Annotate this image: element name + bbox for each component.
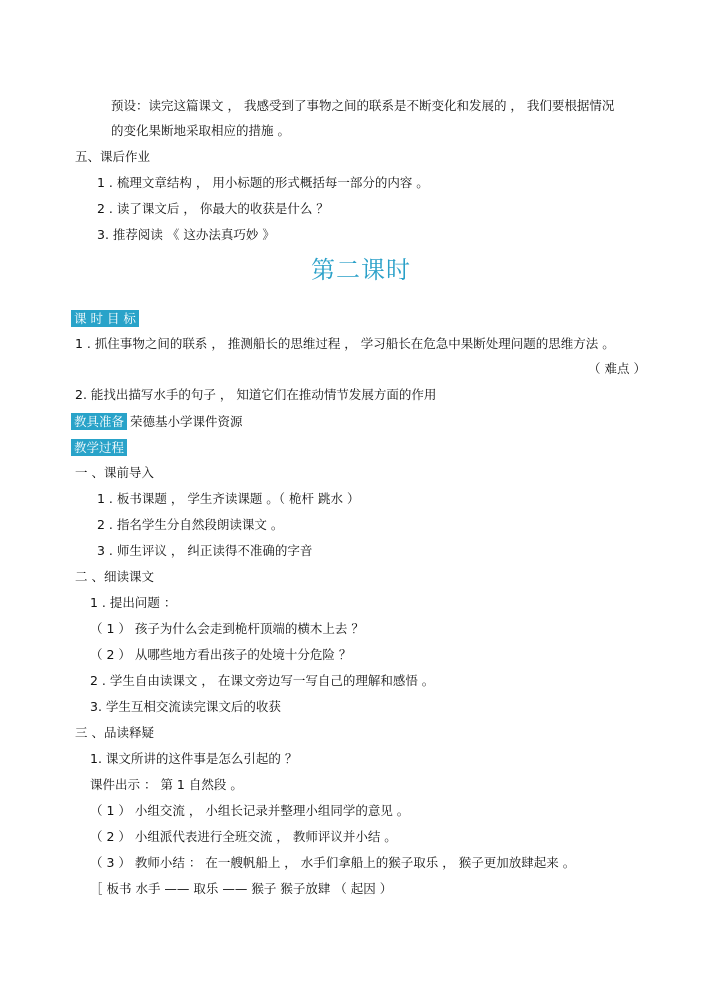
goals-heading-row bbox=[71, 310, 142, 326]
preset-line-1: 预设：读完这篇课文 ， 我感受到了事物之间的联系是不断变化和发展的 ， 我们要根据情况 bbox=[111, 98, 615, 113]
reading-item-3: 3. 学生互相交流读完课文后的收获 bbox=[90, 699, 281, 714]
savor-step-3: （ 3 ） 教师小结 ： 在一艘帆船上 ， 水手们拿船上的猴子取乐 ， 猴子更加放肆起来 。 bbox=[90, 855, 576, 870]
savor-step-1: （ 1 ） 小组交流 ， 小组长记录并整理小组同学的意见 。 bbox=[90, 803, 410, 818]
reading-question-2: （ 2 ） 从哪些地方看出孩子的处境十分危险 ？ bbox=[90, 647, 352, 662]
intro-item-2: 2 . 指名学生分自然段朗读课文 。 bbox=[97, 517, 284, 532]
goal-2: 2. 能找出描写水手的句子 ， 知道它们在推动情节发展方面的作用 bbox=[75, 387, 437, 402]
reading-question-1: （ 1 ） 孩子为什么会走到桅杆顶端的横木上去 ？ bbox=[90, 621, 364, 636]
process-heading-row bbox=[71, 439, 130, 455]
goals-tag: 课 时 目 标 bbox=[71, 310, 139, 327]
homework-item-2: 2 . 读了课文后 ， 你最大的收获是什么 ？ bbox=[97, 201, 329, 216]
blackboard-note: ［ 板书 水手 —— 取乐 —— 猴子 猴子放肆 （ 起因 ） bbox=[90, 881, 393, 896]
tools-tag: 教具准备 bbox=[71, 413, 127, 430]
homework-item-3: 3. 推荐阅读 《 这办法真巧妙 》 bbox=[97, 227, 275, 242]
intro-item-3: 3 . 师生评议 ， 纠正读得不准确的字音 bbox=[97, 543, 313, 558]
heading-intro: 一 、课前导入 bbox=[75, 465, 154, 480]
reading-item-1: 1 . 提出问题 ： bbox=[90, 595, 177, 610]
reading-item-2: 2 . 学生自由读课文 ， 在课文旁边写一写自己的理解和感悟 。 bbox=[90, 673, 435, 688]
heading-close-reading: 二 、细读课文 bbox=[75, 569, 154, 584]
homework-item-1: 1 . 梳理文章结构 ， 用小标题的形式概括每一部分的内容 。 bbox=[97, 175, 429, 190]
savor-item-1: 1. 课文所讲的这件事是怎么引起的 ？ bbox=[90, 751, 298, 766]
process-tag: 教学过程 bbox=[71, 439, 127, 456]
savor-step-2: （ 2 ） 小组派代表进行全班交流 ， 教师评议并小结 。 bbox=[90, 829, 397, 844]
heading-savor: 三 、品读释疑 bbox=[75, 725, 154, 740]
tools-text: 荣德基小学课件资源 bbox=[130, 414, 243, 429]
lesson-title: 第二课时 bbox=[311, 256, 411, 284]
intro-item-1: 1 . 板书课题 ， 学生齐读课题 。（ 桅杆 跳水 ） bbox=[97, 491, 360, 506]
heading-homework: 五、课后作业 bbox=[75, 149, 151, 164]
goal-1-note: （ 难点 ） bbox=[588, 361, 646, 376]
goal-1: 1 . 抓住事物之间的联系 ， 推测船长的思维过程 ， 学习船长在危急中果断处理问题的思维方法 。 bbox=[75, 336, 615, 351]
courseware-show: 课件出示 ： 第 1 自然段 。 bbox=[90, 777, 243, 792]
preset-line-2: 的变化果断地采取相应的措施 。 bbox=[111, 123, 290, 138]
tools-row bbox=[71, 413, 243, 429]
